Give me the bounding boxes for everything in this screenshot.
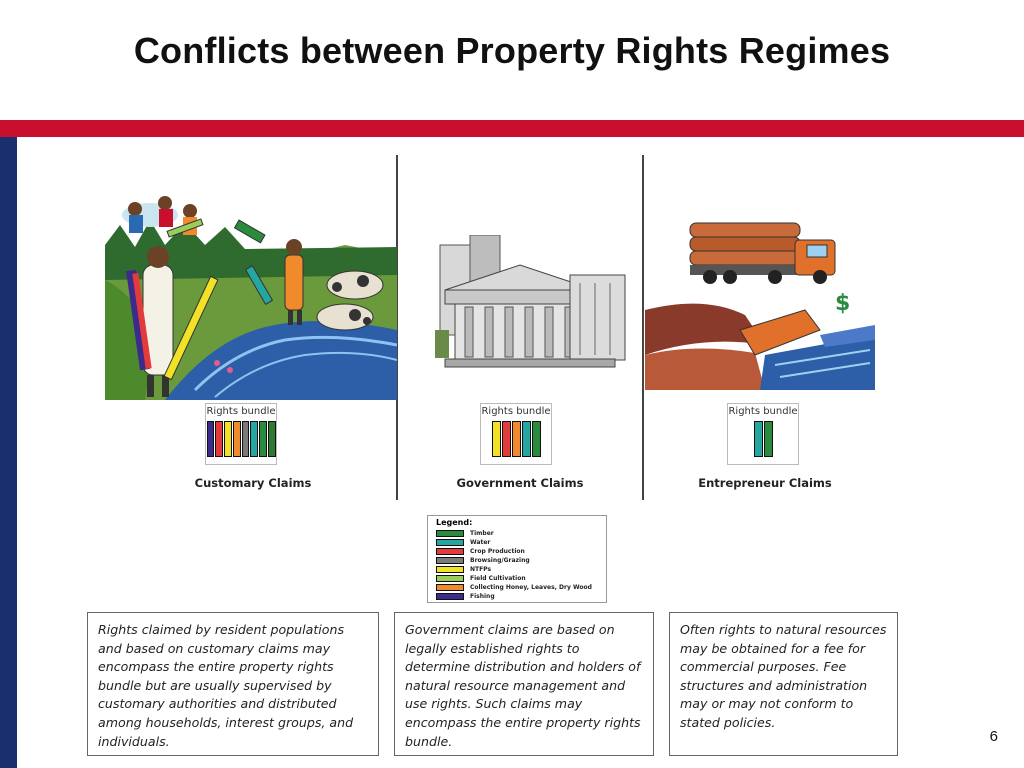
customary-claims-label: Customary Claims	[194, 476, 312, 490]
entrepreneur-claims-description: Often rights to natural resources may be obtained for a fee for commercial purposes. Fee structures and administration may or may not conform to stated policies.	[669, 612, 898, 756]
government-claims-description: Government claims are based on legally established rights to determine distribution and holders of natural resource management and use rights. Such claims may encompass the entire property rights bundle.	[394, 612, 654, 756]
bundle-bars	[206, 421, 276, 459]
legend-swatch	[436, 530, 464, 537]
bundle-bar	[754, 421, 763, 457]
legend-item	[436, 538, 490, 546]
legend-item	[436, 583, 592, 591]
legend-item-label: Browsing/Grazing	[470, 556, 530, 564]
legend	[427, 515, 607, 603]
rights-bundle-entrepreneur	[727, 403, 799, 465]
bundle-bar	[492, 421, 501, 457]
panel-divider-right	[642, 155, 644, 500]
legend-item-label: Fishing	[470, 592, 495, 600]
bundle-bar	[268, 421, 276, 457]
bundle-bar	[532, 421, 541, 457]
legend-swatch	[436, 548, 464, 555]
legend-swatch	[436, 539, 464, 546]
rights-bundle-government	[480, 403, 552, 465]
bundle-bar	[233, 421, 241, 457]
bundle-bar	[512, 421, 521, 457]
side-accent-bar	[0, 137, 17, 768]
legend-item	[436, 574, 526, 582]
government-building-illustration	[430, 235, 630, 375]
entrepreneur-claims-label: Entrepreneur Claims	[698, 476, 832, 490]
legend-item-label: NTFPs	[470, 565, 492, 573]
village-river-illustration	[105, 185, 397, 400]
legend-item-label: Water	[470, 538, 491, 546]
legend-item-label: Timber	[470, 529, 494, 537]
legend-swatch	[436, 575, 464, 582]
slide-title: Conflicts between Property Rights Regimes	[133, 30, 891, 71]
svg-text:$: $	[835, 291, 851, 316]
legend-title: Legend:	[436, 518, 473, 527]
bundle-label: Rights bundle	[206, 406, 276, 417]
bundle-bar	[242, 421, 250, 457]
bundle-bar	[224, 421, 232, 457]
government-claims-label: Government Claims	[456, 476, 584, 490]
logging-truck-dam-illustration	[645, 215, 875, 390]
bundle-bar	[259, 421, 267, 457]
bundle-bar	[250, 421, 258, 457]
header-accent-bar	[0, 120, 1024, 137]
bundle-bars	[481, 421, 551, 459]
bundle-bar	[502, 421, 511, 457]
legend-item	[436, 556, 530, 564]
bundle-bar	[215, 421, 223, 457]
legend-item	[436, 547, 525, 555]
legend-item-label: Field Cultivation	[470, 574, 526, 582]
bundle-bars	[728, 421, 798, 459]
legend-item	[436, 592, 495, 600]
bundle-label: Rights bundle	[481, 406, 551, 417]
legend-item	[436, 529, 494, 537]
legend-swatch	[436, 584, 464, 591]
bundle-bar	[207, 421, 215, 457]
customary-claims-description: Rights claimed by resident populations and based on customary claims may encompass the entire property rights bundle but are usually supervised by customary authorities and distributed among households, interest groups, and individuals.	[87, 612, 379, 756]
bundle-bar	[764, 421, 773, 457]
legend-item-label: Collecting Honey, Leaves, Dry Wood	[470, 583, 592, 591]
legend-swatch	[436, 593, 464, 600]
bundle-bar	[522, 421, 531, 457]
legend-swatch	[436, 566, 464, 573]
rights-bundle-customary	[205, 403, 277, 465]
bundle-label: Rights bundle	[728, 406, 798, 417]
legend-item	[436, 565, 491, 573]
legend-swatch	[436, 557, 464, 564]
legend-item-label: Crop Production	[470, 547, 525, 555]
page-number: 6	[989, 728, 998, 745]
